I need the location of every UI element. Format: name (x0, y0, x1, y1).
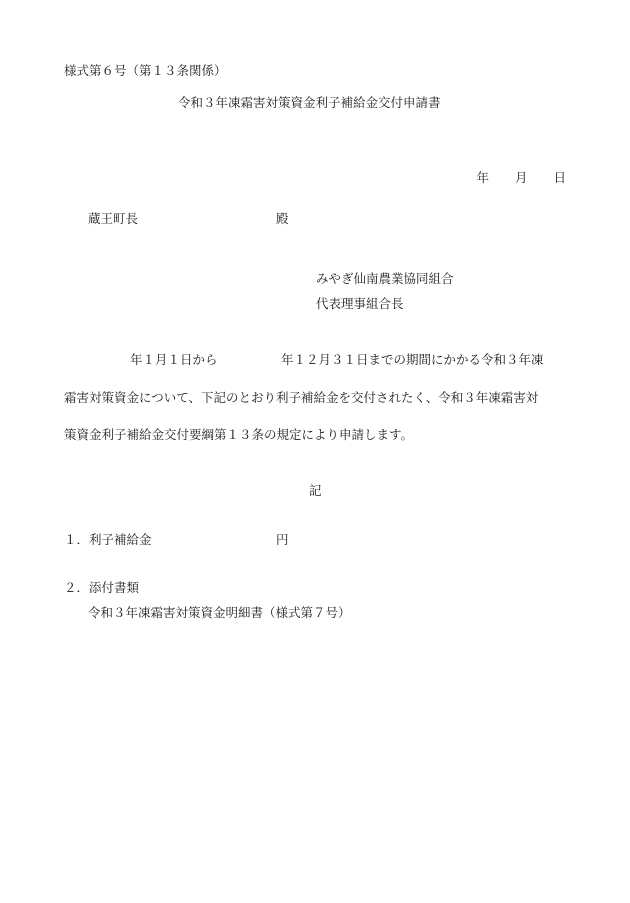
date-line (476, 172, 566, 185)
date-year-label: 年 (476, 170, 489, 185)
item2-label: ２．添付書類 (64, 580, 140, 595)
item1-label: １．利子補給金 (64, 532, 152, 547)
document-title: 令和３年凍霜害対策資金利子補給金交付申請書 (178, 95, 441, 110)
body-text-line-2: 霜害対策資金について、下記のとおり利子補給金を交付されたく、令和３年凍霜害対 (64, 390, 539, 405)
date-month-label: 月 (514, 170, 528, 185)
ki-heading: 記 (309, 483, 322, 498)
addressee-name: 蔵王町長 (88, 211, 139, 226)
body-text-line-3: 策資金利子補給金交付要綱第１３条の規定により申請します。 (64, 427, 414, 442)
body-text-line-1b: 年１２月３１日までの期間にかかる令和３年凍 (281, 352, 544, 367)
body-text-line-1a: 年１月１日から (130, 352, 218, 367)
item1-unit: 円 (276, 532, 289, 547)
item2-detail: 令和３年凍霜害対策資金明細書（様式第７号） (88, 605, 351, 620)
form-number: 様式第６号（第１３条関係） (64, 63, 227, 78)
applicant-representative: 代表理事組合長 (316, 296, 404, 311)
date-day-label: 日 (553, 170, 566, 185)
applicant-organization: みやぎ仙南農業協同組合 (316, 271, 454, 286)
addressee-honorific: 殿 (276, 211, 289, 226)
